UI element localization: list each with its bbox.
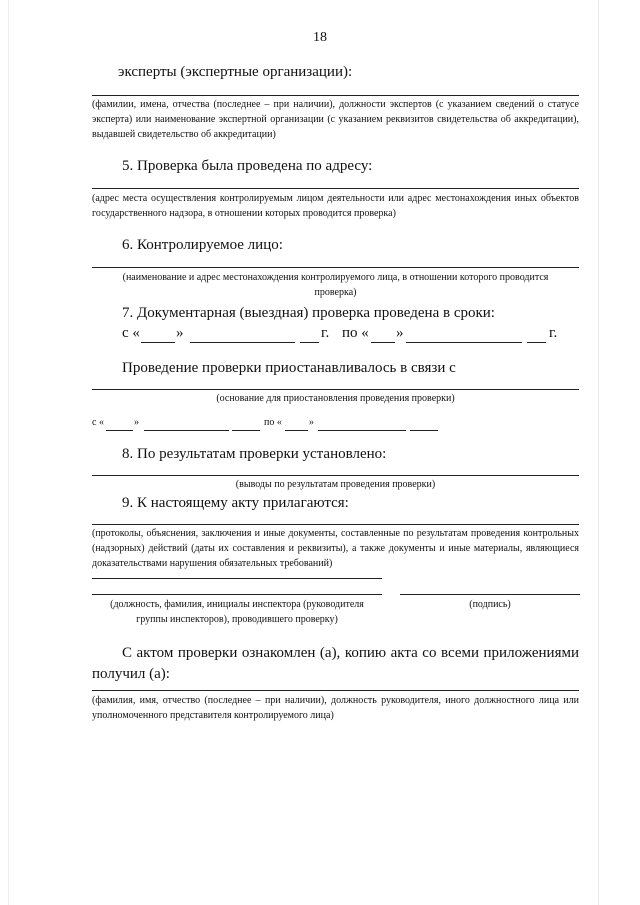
start-year-field[interactable] <box>300 342 319 343</box>
end-month-field[interactable] <box>406 342 522 343</box>
suspension-quote-close-1: » <box>134 417 139 428</box>
section-7-end-suffix: г. <box>549 325 558 341</box>
section-7-to-prefix: по « <box>342 325 369 341</box>
attachments-field-line[interactable] <box>92 524 579 525</box>
section-5-heading: 5. Проверка была проведена по адресу: <box>122 158 373 174</box>
inspector-field-line[interactable] <box>92 594 382 595</box>
acknowledgement-field-line[interactable] <box>92 690 579 691</box>
inspector-caption-1: (должность, фамилия, инициалы инспектора (руководителя <box>110 599 364 610</box>
suspension-heading: Проведение проверки приостанавливалось в связи с <box>122 360 456 376</box>
experts-heading: эксперты (экспертные организации): <box>118 64 353 80</box>
experts-field-line[interactable] <box>92 95 579 96</box>
suspension-caption: (основание для приостановления проведения проверки) <box>216 393 455 404</box>
section-7-quote-close-1: » <box>176 325 184 341</box>
suspension-start-month-field[interactable] <box>144 430 229 431</box>
inspector-caption-2: группы инспекторов), проводившего проверку) <box>136 614 338 625</box>
experts-caption: (фамилии, имена, отчества (последнее – при наличии), должности экспертов (с указанием сведений о статусе эксперта) или наименование экспертной организации (с указанием реквизитов свидетельства об аккредитации), выдавшей свидетельство об аккредитации) <box>92 99 579 140</box>
suspension-to-prefix: по « <box>264 417 282 428</box>
section-6-caption: (наименование и адрес местонахождения контролируемого лица, в отношении которого проводится проверка) <box>122 272 549 298</box>
results-field-line[interactable] <box>92 475 579 476</box>
signature-caption: (подпись) <box>469 599 511 610</box>
start-month-field[interactable] <box>190 342 295 343</box>
section-8-heading: 8. По результатам проверки установлено: <box>122 446 387 462</box>
acknowledgement-heading: С актом проверки ознакомлен (а), копию акта со всеми приложениями получил (а): <box>92 645 579 682</box>
suspension-end-day-field[interactable] <box>285 430 308 431</box>
scan-edge-left <box>8 0 9 905</box>
signature-field-line[interactable] <box>400 594 580 595</box>
suspension-end-month-field[interactable] <box>318 430 406 431</box>
suspension-start-year-field[interactable] <box>232 430 260 431</box>
inspector-extra-line[interactable] <box>92 578 382 579</box>
section-7-heading: 7. Документарная (выездная) проверка проведена в сроки: <box>122 305 495 321</box>
section-8-caption: (выводы по результатам проведения проверки) <box>235 479 436 490</box>
suspension-field-line[interactable] <box>92 389 579 390</box>
scan-edge-right <box>598 0 599 905</box>
section-7-from-prefix: с « <box>122 325 140 341</box>
section-6-heading: 6. Контролируемое лицо: <box>122 237 283 253</box>
end-year-field[interactable] <box>527 342 546 343</box>
end-day-field[interactable] <box>371 342 395 343</box>
suspension-start-day-field[interactable] <box>106 430 133 431</box>
start-day-field[interactable] <box>141 342 175 343</box>
section-9-caption: (протоколы, объяснения, заключения и иные документы, составленные по результатам проведения контрольных (надзорных) действий (даты их составления и реквизиты), а также документы и иные материалы, являющиеся доказательствами нарушения обязательных требований) <box>92 528 579 569</box>
section-7-quote-close-2: » <box>396 325 404 341</box>
address-field-line[interactable] <box>92 188 579 189</box>
suspension-quote-close-2: » <box>309 417 314 428</box>
acknowledgement-caption: (фамилия, имя, отчество (последнее – при наличии), должность руководителя, иного должностного лица или уполномоченного представителя контролируемого лица) <box>92 695 579 721</box>
suspension-end-year-field[interactable] <box>410 430 438 431</box>
section-5-caption: (адрес места осуществления контролируемым лицом деятельности или адрес местонахождения иных объектов государственного надзора, в отношении которых проводится проверка) <box>92 193 579 219</box>
section-9-heading: 9. К настоящему акту прилагаются: <box>122 495 349 511</box>
page-number: 18 <box>313 30 327 45</box>
controlled-person-field-line[interactable] <box>92 267 579 268</box>
section-7-year-suffix: г. <box>321 325 330 341</box>
suspension-from-prefix: с « <box>92 417 104 428</box>
